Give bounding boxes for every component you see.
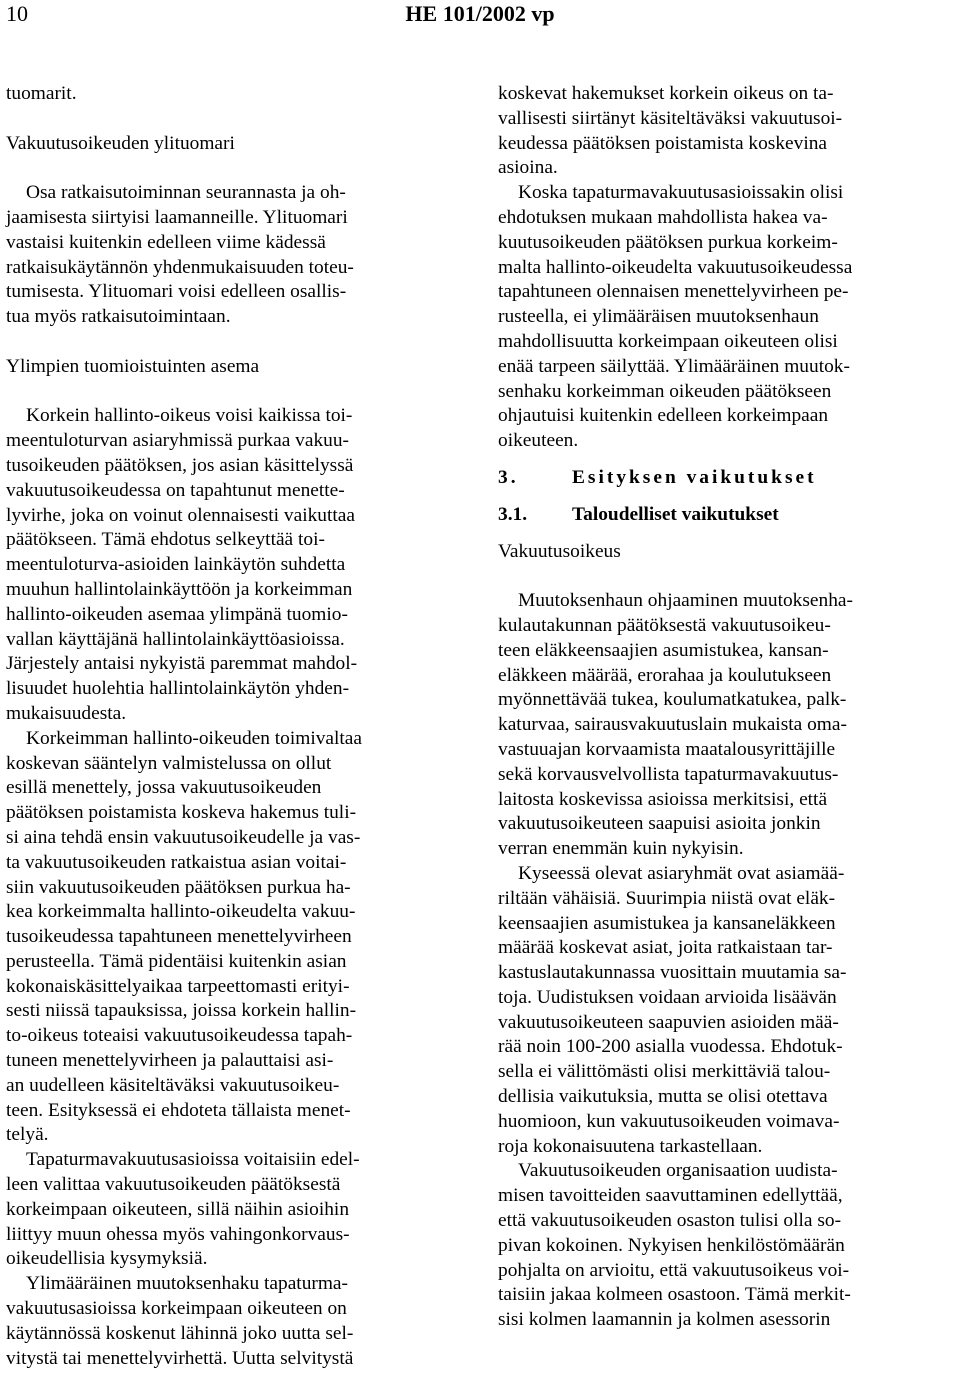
heading-vakuutusoikeuden-ylituomari: Vakuutusoikeuden ylituomari xyxy=(6,132,235,154)
section-title: Esityksen vaikutukset xyxy=(572,466,817,488)
section-number: 3. xyxy=(498,466,519,488)
heading-ylimpien-tuomioistuinten-asema: Ylimpien tuomioistuinten asema xyxy=(6,355,260,377)
paragraph: Korkein hallinto-oikeus voisi kaikissa toi- meentuloturvan asiaryhmissä purkaa vakuu- tusoikeuden päätöksen, jos asian käsittelyssä vakuutusoikeudessa on tapahtunut menette- lyvirhe, joka on voinut olennaisesti vaikuttaa päätökseen. Tämä ehdotus selkeyttää toi- meentuloturva-asioiden lainkäytön suhdetta muuhun hallintolainkäyttöön ja korkeimman hallinto-oikeuden asemaa ylimpänä tuomio- vallan käyttäjänä hallintolainkäyttöasioissa. Järjestely antaisi nykyistä paremmat mahdol- lisuudet huolehtia hallintolainkäytön yhden- mukaisuudesta. xyxy=(6,405,358,724)
paragraph: Koska tapaturmavakuutusasioissakin olisi ehdotuksen mukaan mahdollista hakea va- kuutusoikeuden päätöksen purkua korkeim- malta hallinto-oikeudelta vakuutusoikeudessa tapahtuneen olennaisen menettelyvirheen pe- rusteella, ei ylimääräisen muutoksenhaun mahdollisuutta korkeimpaan oikeuteen olisi enää tarpeen säilyttää. Ylimääräinen muutok- senhaku korkeimman oikeuden päätökseen ohjautuisi kuitenkin edelleen korkeimpaan oikeuteen. xyxy=(498,182,853,452)
right-column xyxy=(498,82,960,1333)
subsection-heading xyxy=(498,503,960,528)
paragraph: Vakuutusoikeuden organisaation uudista- misen tavoitteiden saavuttaminen edellyttää, että vakuutusoikeuden osaston tulisi olla so- pivan kokoinen. Nykyisen henkilöstömäärän pohjalta on arvioitu, että vakuutusoikeus voi- taisiin jakaa kolmeen osastoon. Tämä merkit- sisi kolmen laamannin ja kolmen asessorin xyxy=(498,1160,851,1331)
document-reference: HE 101/2002 vp xyxy=(405,1,555,26)
paragraph: Ylimääräinen muutoksenhaku tapaturma- vakuutusasioissa korkeimpaan oikeuteen on käytännössä koskenut lähinnä joko uutta sel- vitystä tai menettelyvirhettä. Uutta selvitystä xyxy=(6,1273,354,1369)
subheading-vakuutusoikeus: Vakuutusoikeus xyxy=(498,540,621,562)
paragraph: Muutoksenhaun ohjaaminen muutoksenha- kulautakunnan päätöksestä vakuutusoikeu- teen eläkkeensaajien asumistukea, kansan- eläkkeen määrää, erorahaa ja koulutukseen myönnettävää tukea, koulumatkatukea, palk- katurvaa, sairausvakuutuslain mukaista oma- vastuuajan korvaamista maatalousyrittäjille sekä korvausvelvollista tapaturmavakuutus- laitosta koskevissa asioissa merkitsisi, että vakuutusoikeuteen saapuisi asioita jonkin verran enemmän kuin nykyisin. xyxy=(498,590,853,860)
subsection-number: 3.1. xyxy=(498,503,528,525)
paragraph: Osa ratkaisutoiminnan seurannasta ja oh- jaamisesta siirtyisi laamanneille. Ylituomari vastaisi kuitenkin edelleen viime kädessä ratkaisukäytännön yhdenmukaisuuden toteu- tumisesta. Ylituomari voisi edelleen osallis- tua myös ratkaisutoimintaan. xyxy=(6,182,354,328)
left-column xyxy=(6,82,468,1371)
page-number: 10 xyxy=(6,1,28,26)
section-heading xyxy=(498,466,960,491)
opening-line: tuomarit. xyxy=(6,83,77,104)
subsection-title: Taloudelliset vaikutukset xyxy=(572,503,779,525)
paragraph: koskevat hakemukset korkein oikeus on ta- vallisesti siirtänyt käsiteltäväksi vakuutusoi- keudessa päätöksen poistamista koskevina asioina. xyxy=(498,83,843,179)
paragraph: Korkeimman hallinto-oikeuden toimivaltaa koskevan sääntelyn valmistelussa on ollut esillä menettely, jossa vakuutusoikeuden päätöksen poistamista koskeva hakemus tuli- si aina tehdä ensin vakuutusoikeudelle ja vas- ta vakuutusoikeuden ratkaistua asian voitai- siin vakuutusoikeuden päätöksen purkua ha- kea korkeimmalta hallinto-oikeudelta vakuu- tusoikeudessa tapahtuneen menettelyvirheen perusteella. Tämä pidentäisi kuitenkin asian kokonaiskäsittelyaikaa tarpeettomasti erityi- sesti niissä tapauksissa, joissa korkein hallin- to-oikeus toteaisi vakuutusoikeudessa tapah- tuneen menettelyvirheen ja palauttaisi asi- an uudelleen käsiteltäväksi vakuutusoikeu- teen. Esityksessä ei ehdoteta tällaista menet- telyä. xyxy=(6,727,363,1146)
paragraph: Kyseessä olevat asiaryhmät ovat asiamää- riltään vähäisiä. Suurimpia niistä ovat eläk- keensaajien asumistukea ja kansaneläkkeen määrää koskevat asiat, joita ratkaistaan tar- kastuslautakunnassa vuosittain muutamia sa- toja. Uudistuksen voidaan arvioida lisäävän vakuutusoikeuteen saapuvien asioiden mää- rää noin 100-200 asialla vuodessa. Ehdotuk- sella ei välittömästi olisi merkittäviä talou- dellisia vaikutuksia, mutta se olisi otettava huomioon, kun vakuutusoikeuden voimava- roja kokonaisuutena tarkastellaan. xyxy=(498,862,847,1157)
paragraph: Tapaturmavakuutusasioissa voitaisiin edel- leen valittaa vakuutusoikeuden päätöksestä korkeimpaan oikeuteen, sillä näihin asioihin liittyy muun ohessa myös vahingonkorvaus- oikeudellisia kysymyksiä. xyxy=(6,1149,360,1270)
